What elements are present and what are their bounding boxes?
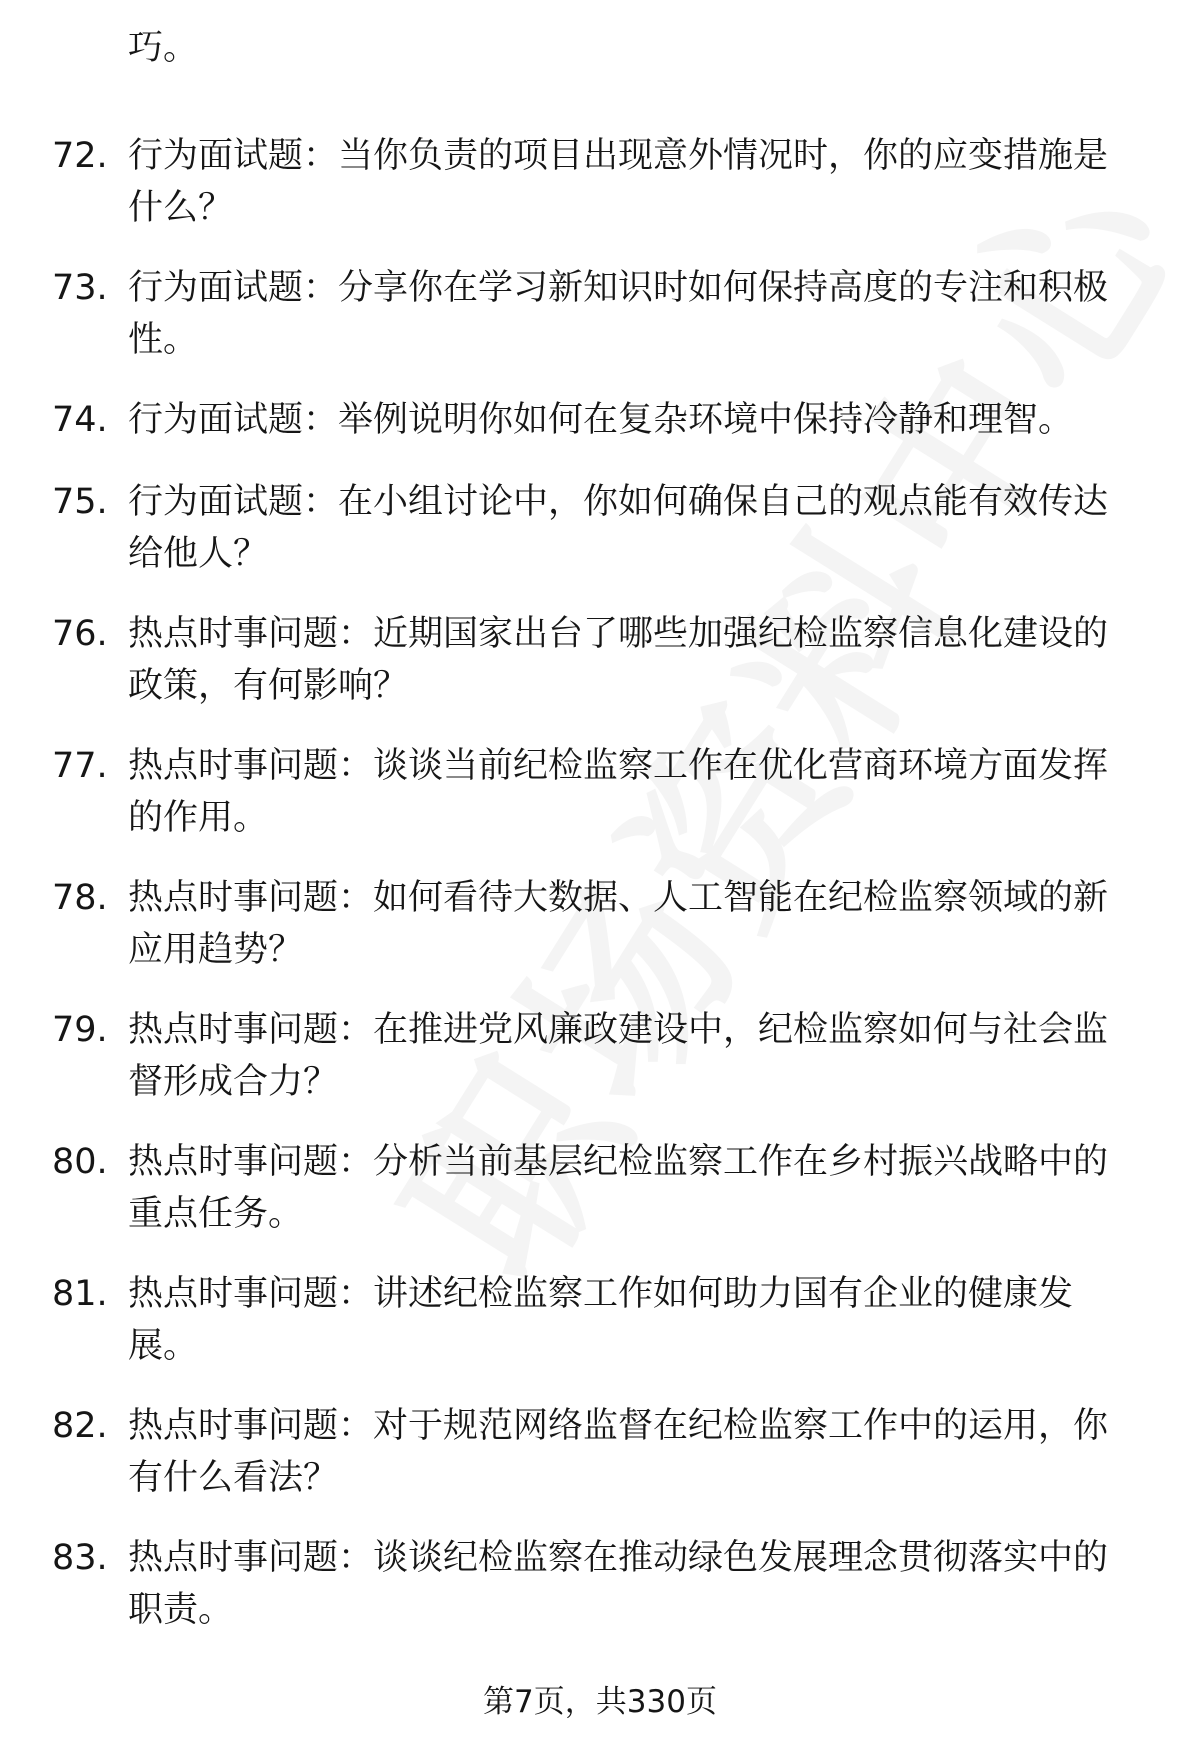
item-text: 行为面试题：举例说明你如何在复杂环境中保持冷静和理智。 [128,400,1074,440]
item-text: 热点时事问题：在推进党风廉政建设中，纪检监察如何与社会监督形成合力？ [128,1010,1109,1102]
item-text: 热点时事问题：对于规范网络监督在纪检监察工作中的运用，你有什么看法？ [128,1406,1109,1498]
item-number: 83. [52,1538,108,1578]
item-number: 77. [52,746,108,786]
item-number: 80. [52,1142,108,1182]
item-text: 行为面试题：分享你在学习新知识时如何保持高度的专注和积极性。 [128,268,1109,360]
item-number: 73. [52,268,108,308]
item-number: 79. [52,1010,108,1050]
item-text: 热点时事问题：谈谈纪检监察在推动绿色发展理念贯彻落实中的职责。 [128,1538,1109,1630]
item-text: 热点时事问题：谈谈当前纪检监察工作在优化营商环境方面发挥的作用。 [128,746,1109,838]
continued-text: 巧。 [128,28,199,68]
item-number: 81. [52,1274,108,1314]
item-number: 82. [52,1406,108,1446]
item-text: 热点时事问题：如何看待大数据、人工智能在纪检监察领域的新应用趋势？ [128,878,1109,970]
item-text: 热点时事问题：讲述纪检监察工作如何助力国有企业的健康发展。 [128,1274,1074,1366]
item-number: 72. [52,136,108,176]
item-number: 76. [52,614,108,654]
item-number: 75. [52,482,108,522]
item-text: 热点时事问题：分析当前基层纪检监察工作在乡村振兴战略中的重点任务。 [128,1142,1109,1234]
item-number: 78. [52,878,108,918]
item-number: 74. [52,400,108,440]
page-number-footer: 第7页，共330页 [483,1684,717,1720]
item-text: 行为面试题：在小组讨论中，你如何确保自己的观点能有效传达给他人？ [128,482,1109,574]
item-text: 行为面试题：当你负责的项目出现意外情况时，你的应变措施是什么？ [128,136,1109,228]
item-text: 热点时事问题：近期国家出台了哪些加强纪检监察信息化建设的政策，有何影响？ [128,614,1109,706]
